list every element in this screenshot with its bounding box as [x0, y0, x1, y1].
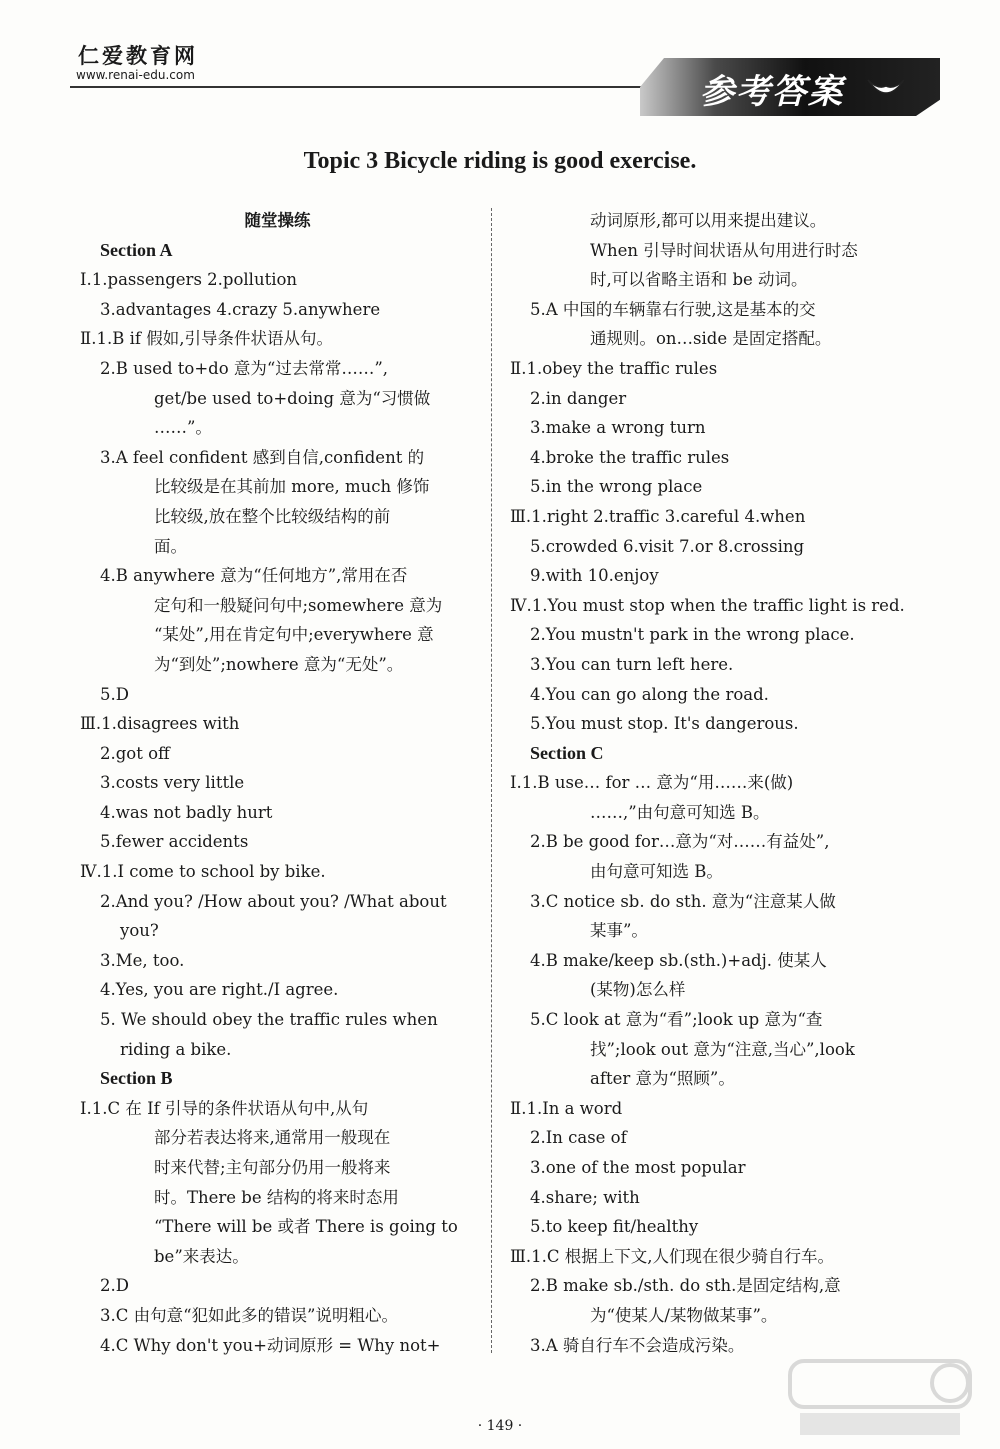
answer-line: riding a bike.	[120, 1039, 232, 1059]
answer-line: 5.D	[100, 684, 129, 704]
answer-line: after 意为“照顾”。	[590, 1069, 735, 1089]
answer-line: Ⅰ.1.C 在 If 引导的条件状语从句中,从句	[80, 1098, 369, 1118]
answer-line: Ⅲ.1.disagrees with	[80, 714, 240, 734]
answer-line: 2.got off	[100, 743, 170, 763]
answer-line: 4.B anywhere 意为“任何地方”,常用在否	[100, 566, 408, 586]
site-name: 仁爱教育网	[78, 43, 198, 68]
banner-title: 参考答案	[700, 72, 844, 112]
answer-line: 某事”。	[590, 921, 648, 941]
answer-line: 2.in danger	[530, 388, 627, 408]
answer-line: 3.costs very little	[100, 773, 245, 793]
answer-line: 时。There be 结构的将来时态用	[154, 1187, 399, 1207]
answer-line: 4.C Why don't you+动词原形 = Why not+	[100, 1335, 441, 1355]
answer-line: 2.And you? /How about you? /What about	[100, 891, 447, 911]
answer-line: get/be used to+doing 意为“习惯做	[154, 388, 431, 408]
answer-line: Ⅱ.1.In a word	[510, 1098, 623, 1118]
section-b-heading: Section B	[100, 1068, 173, 1089]
answer-line: 5.A 中国的车辆靠右行驶,这是基本的交	[530, 299, 816, 319]
section-c-heading: Section C	[530, 742, 604, 763]
right-column	[510, 206, 910, 1360]
answer-line: ……,”由句意可知选 B。	[590, 802, 770, 822]
answer-line: 通规则。on…side 是固定搭配。	[590, 329, 832, 349]
answer-line: “某处”,用在肯定句中;everywhere 意	[154, 625, 434, 645]
answer-line: Ⅱ.1.B if 假如,引导条件状语从句。	[80, 329, 333, 349]
answer-line: 2.In case of	[530, 1128, 627, 1148]
answer-line: 3.C notice sb. do sth. 意为“注意某人做	[530, 891, 836, 911]
answer-line: 5.fewer accidents	[100, 832, 249, 852]
answer-line: Ⅰ.1.B use… for … 意为“用……来(做)	[510, 773, 794, 793]
page-number: · 149 ·	[477, 1418, 523, 1434]
answer-line: 5.C look at 意为“看”;look up 意为“查	[530, 1010, 823, 1030]
answer-line: 时来代替;主句部分仍用一般将来	[154, 1158, 391, 1177]
answer-line: Ⅲ.1.C 根据上下文,人们现在很少骑自行车。	[510, 1246, 835, 1266]
answer-line: 5.You must stop. It's dangerous.	[530, 714, 799, 734]
answer-line: 3.one of the most popular	[530, 1158, 746, 1177]
answer-line: 2.B be good for…意为“对……有益处”,	[530, 832, 830, 852]
answer-line: 9.with 10.enjoy	[530, 566, 659, 586]
left-column	[80, 206, 475, 1360]
answer-line: you?	[120, 921, 159, 941]
answer-line: 找”;look out 意为“注意,当心”,look	[590, 1039, 855, 1059]
answer-line: 4.was not badly hurt	[100, 802, 273, 822]
answer-line: 4.broke the traffic rules	[530, 447, 730, 467]
answer-line: 5. We should obey the traffic rules when	[100, 1010, 438, 1030]
answer-line: 时,可以省略主语和 be 动词。	[590, 270, 808, 290]
answer-line: 部分若表达将来,通常用一般现在	[154, 1128, 391, 1148]
answer-line: 3.A feel confident 感到自信,confident 的	[100, 447, 425, 467]
answer-line: 为“到处”;nowhere 意为“无处”。	[154, 654, 404, 674]
answer-line: Ⅲ.1.right 2.traffic 3.careful 4.when	[510, 506, 806, 526]
answer-line: “There will be 或者 There is going to	[154, 1217, 458, 1237]
answer-line: 2.You mustn't park in the wrong place.	[530, 625, 855, 645]
answer-line: Ⅰ.1.passengers 2.pollution	[80, 270, 298, 290]
answer-line: 2.B used to+do 意为“过去常常……”,	[100, 358, 389, 378]
answer-line: be”来表达。	[154, 1246, 249, 1266]
answer-line: 3.C 由句意“犯如此多的错误”说明粗心。	[100, 1305, 398, 1325]
answer-line: Ⅱ.1.obey the traffic rules	[510, 358, 718, 378]
answer-line: 定句和一般疑问句中;somewhere 意为	[154, 595, 443, 615]
column-divider	[491, 208, 492, 1353]
answer-line: 5.in the wrong place	[530, 477, 703, 497]
answer-line: ……”。	[154, 418, 212, 438]
answer-line: 面。	[154, 536, 187, 556]
answer-line: 4.You can go along the road.	[530, 684, 769, 704]
answer-line: 比较级是在其前加 more, much 修饰	[154, 477, 430, 497]
answer-line: 5.to keep fit/healthy	[530, 1217, 699, 1237]
heart-emblem-icon	[864, 76, 908, 102]
answer-line: 3.advantages 4.crazy 5.anywhere	[100, 299, 381, 319]
answer-line: 4.Yes, you are right./I agree.	[100, 980, 339, 1000]
answer-line: 3.A 骑自行车不会造成污染。	[530, 1335, 745, 1355]
answer-line: Ⅳ.1.I come to school by bike.	[80, 862, 326, 882]
answer-line: 为“使某人/某物做某事”。	[590, 1305, 778, 1325]
watermark-logo	[780, 1353, 980, 1443]
answer-line: 4.B make/keep sb.(sth.)+adj. 使某人	[530, 950, 827, 970]
section-a-heading: Section A	[100, 239, 173, 260]
answer-line: 由句意可知选 B。	[590, 862, 723, 882]
site-url: www.renai-edu.com	[76, 68, 195, 82]
answer-line: 3.make a wrong turn	[530, 418, 706, 438]
answer-line: 4.share; with	[530, 1187, 640, 1207]
answer-line: (某物)怎么样	[590, 980, 686, 1000]
answer-line: 3.Me, too.	[100, 950, 185, 970]
page-header	[0, 0, 1000, 110]
answer-line: Ⅳ.1.You must stop when the traffic light is red.	[510, 595, 905, 615]
section-heading: 随堂操练	[244, 211, 311, 230]
answer-line: 5.crowded 6.visit 7.or 8.crossing	[530, 536, 805, 556]
answer-line: 比较级,放在整个比较级结构的前	[154, 506, 391, 526]
answer-line: 3.You can turn left here.	[530, 654, 734, 674]
answer-line: 动词原形,都可以用来提出建议。	[590, 211, 827, 230]
answer-line: When 引导时间状语从句用进行时态	[590, 240, 858, 260]
answer-line: 2.D	[100, 1276, 129, 1296]
topic-title: Topic 3 Bicycle riding is good exercise.	[303, 148, 697, 174]
answer-line: 2.B make sb./sth. do sth.是固定结构,意	[530, 1276, 841, 1296]
